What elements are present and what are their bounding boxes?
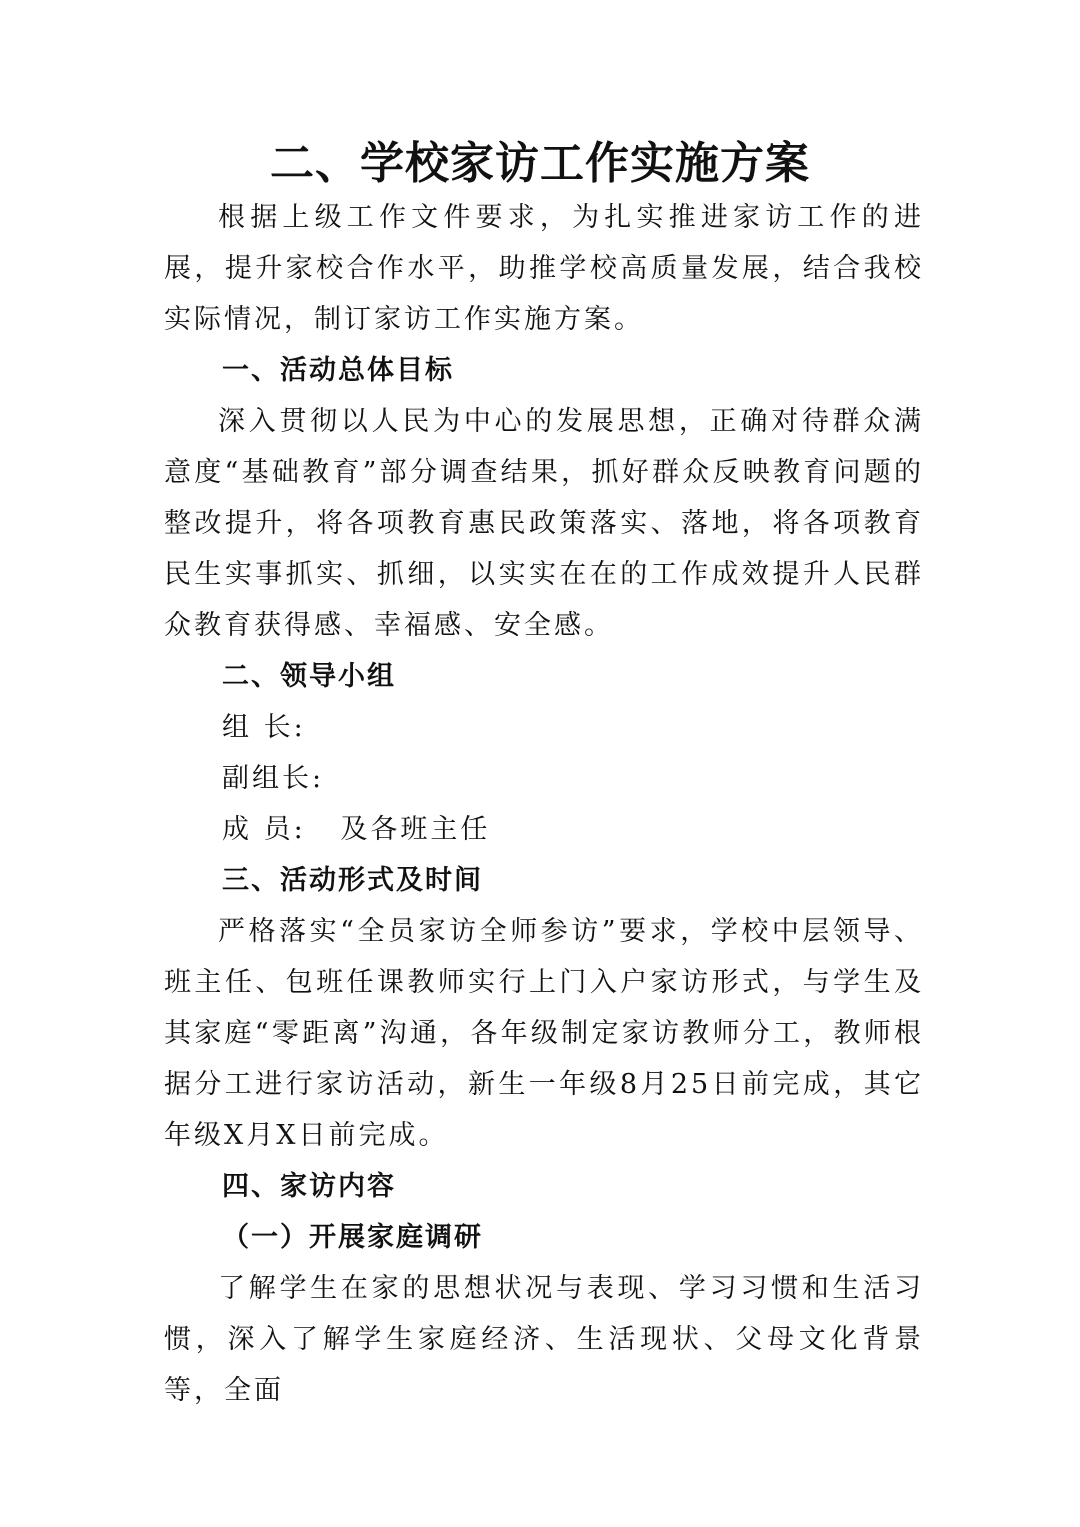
section-heading-form: 三、活动形式及时间 bbox=[222, 865, 483, 896]
section-heading-content: 四、家访内容 bbox=[222, 1171, 396, 1202]
subsection-heading-research: （一）开展家庭调研 bbox=[222, 1222, 483, 1253]
section-heading-leadership: 二、领导小组 bbox=[222, 661, 396, 692]
document-body bbox=[164, 192, 924, 1416]
deputy-line: 副组长: bbox=[222, 763, 325, 794]
members-line: 成 员: 及各班主任 bbox=[222, 814, 491, 845]
document-title: 二、学校家访工作实施方案 bbox=[270, 138, 810, 189]
research-paragraph: 了解学生在家的思想状况与表现、学习习惯和生活习惯，深入了解学生家庭经济、生活现状、父母文化背景等，全面 bbox=[164, 1273, 924, 1406]
intro-paragraph: 根据上级工作文件要求，为扎实推进家访工作的进展，提升家校合作水平，助推学校高质量发展，结合我校实际情况，制订家访工作实施方案。 bbox=[164, 202, 924, 335]
leader-line: 组 长: bbox=[222, 712, 306, 743]
section-heading-goal: 一、活动总体目标 bbox=[222, 355, 454, 386]
goal-paragraph: 深入贯彻以人民为中心的发展思想，正确对待群众满意度“基础教育”部分调查结果，抓好群众反映教育问题的整改提升，将各项教育惠民政策落实、落地，将各项教育民生实事抓实、抓细，以实实在在的工作成效提升人民群众教育获得感、幸福感、安全感。 bbox=[164, 406, 924, 641]
form-paragraph: 严格落实“全员家访全师参访”要求，学校中层领导、班主任、包班任课教师实行上门入户家访形式，与学生及其家庭“零距离”沟通，各年级制定家访教师分工，教师根据分工进行家访活动，新生一年级8月25日前完成，其它年级X月X日前完成。 bbox=[164, 916, 924, 1151]
